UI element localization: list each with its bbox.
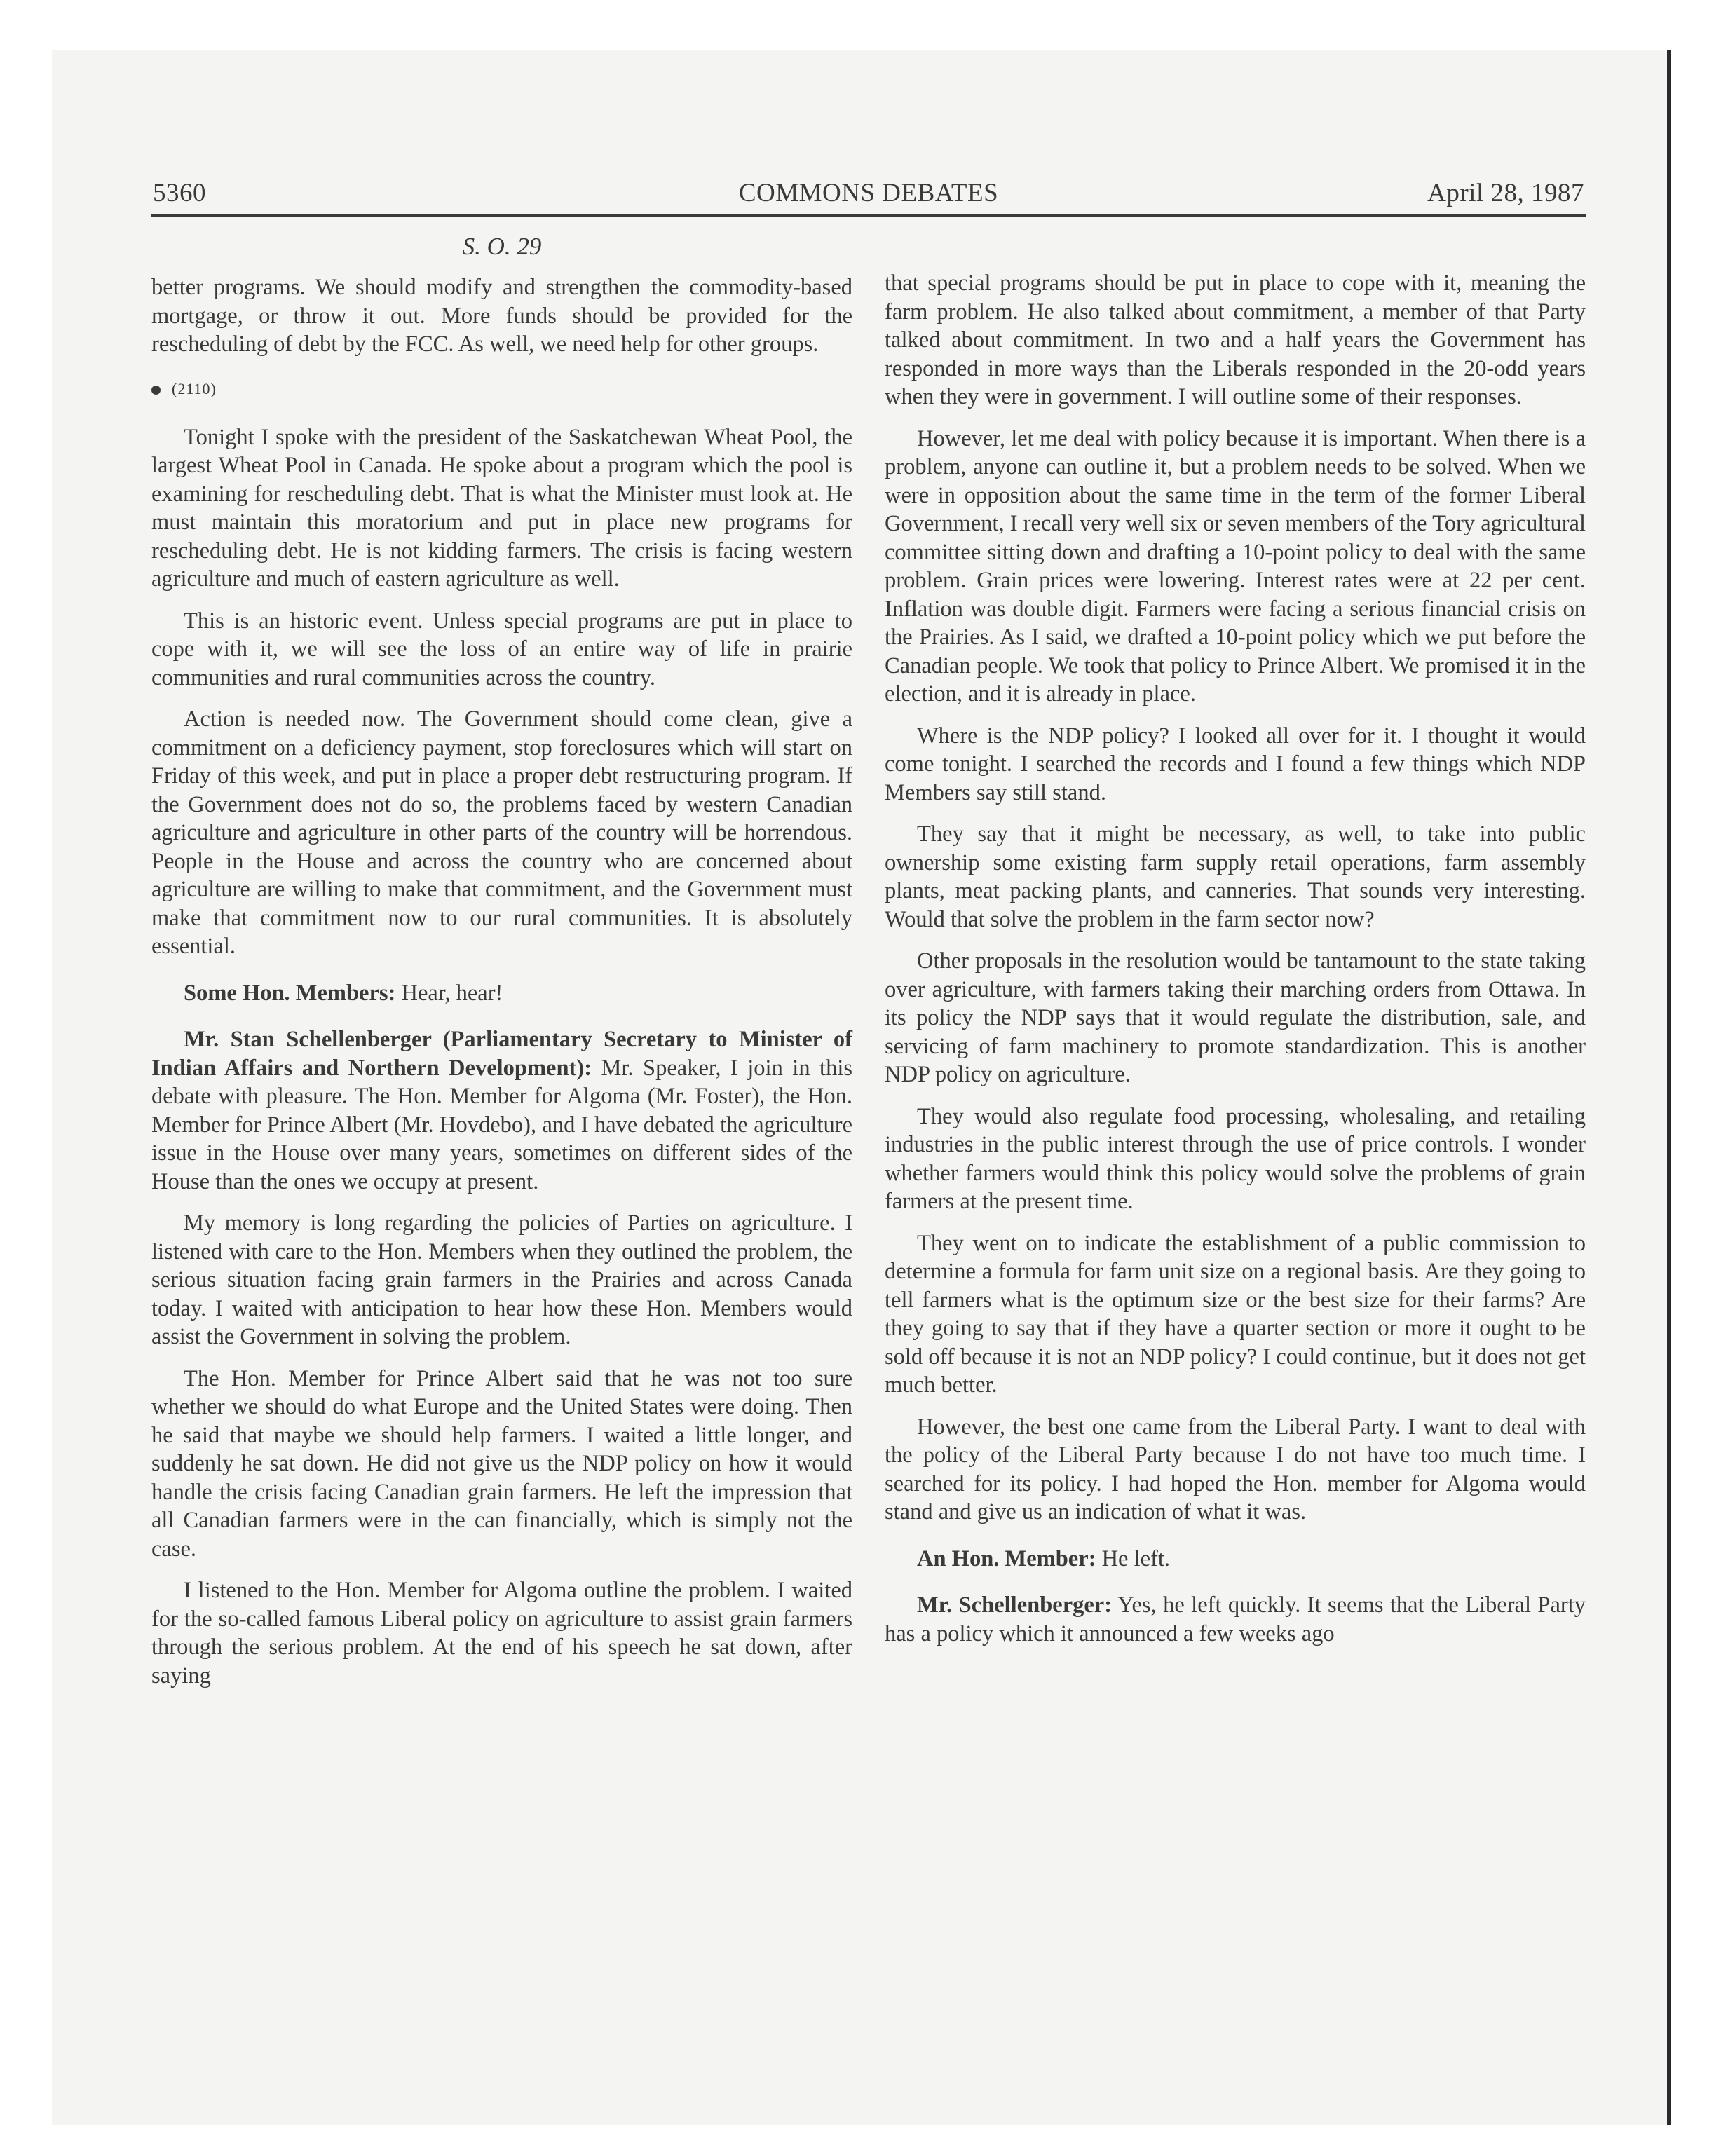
paragraph: better programs. We should modify and strengthen the commodity-based mortgage, or throw it out. More funds should be provided for the rescheduling of debt by the FCC. As well, we need help for other groups. <box>151 275 852 357</box>
paragraph: Other proposals in the resolution would be tantamount to the state taking over agriculture, with farmers taking their marching orders from Ottawa. In its policy the NDP says that it would regulate the distribution, sale, and servicing of farm machinery to promote standardization. This is another NDP policy on agriculture. <box>885 948 1586 1087</box>
paragraph: They say that it might be necessary, as well, to take into public ownership some existing farm supply retail operations, farm assembly plants, meat packing plants, and canneries. That sounds very interesting. Would that solve the problem in the farm sector now? <box>885 821 1586 932</box>
paragraph: However, the best one came from the Liberal Party. I want to deal with the policy of the Liberal Party because I do not have too much time. I searched for its policy. I had hoped the Hon. member for Algoma would stand and give us an indication of what it was. <box>885 1414 1586 1524</box>
interjection <box>151 979 852 1008</box>
time-marker <box>151 378 852 400</box>
speaker-name: Some Hon. Members: <box>184 980 396 1006</box>
paragraph: They would also regulate food processing, wholesaling, and retailing industries in the public interest through the use of price controls. I wonder whether farmers would think this policy would solve the problems of grain farmers at the present time. <box>885 1103 1586 1214</box>
paragraph: However, let me deal with policy because it is important. When there is a problem, anyone can outline it, but a problem needs to be solved. When we were in opposition about the same time in the term of the former Liberal Government, I recall very well six or seven members of the Tory agricultural committee sitting down and drafting a 10-point policy to deal with the same problem. Grain prices were lowering. Interest rates were at 22 per cent. Inflation was double digit. Farmers were facing a serious financial crisis on the Prairies. As I said, we drafted a 10-point policy which we put before the Canadian people. We took that policy to Prince Albert. We promised it in the election, and it is already in place. <box>885 425 1586 707</box>
running-header <box>151 175 1586 217</box>
page-date: April 28, 1987 <box>1427 179 1584 207</box>
document-page <box>151 175 1586 2068</box>
interjection-text: He left. <box>1096 1546 1171 1571</box>
paragraph: They went on to indicate the establishment of a public commission to determine a formula for farm unit size on a regional basis. Are they going to tell farmers what is the optimum size or the best size for their farms? Are they going to say that if they have a quarter section or more it ought to be sold off because it is not an NDP policy? I could continue, but it does not get much better. <box>885 1230 1586 1398</box>
paragraph: Tonight I spoke with the president of the Saskatchewan Wheat Pool, the largest Wheat Pool in Canada. He spoke about a program which the pool is examining for rescheduling debt. That is what the Minister must look at. He must maintain this moratorium and put in place new programs for rescheduling debt. He is not kidding farmers. The crisis is facing western agriculture and much of eastern agriculture as well. <box>151 424 852 592</box>
paragraph: I listened to the Hon. Member for Algoma outline the problem. I waited for the so-called famous Liberal policy on agriculture to assist grain farmers through the serious problem. At the end of his speech he sat down, after saying <box>151 1578 852 1688</box>
speech-text: Mr. Speaker, I join in this debate with pleasure. The Hon. Member for Algoma (Mr. Foster), the Hon. Member for Prince Albert (Mr. Hovdebo), and I have debated the agriculture issue in the House over many years, sometimes on different sides of the House than the ones we occupy at present. <box>151 1055 852 1194</box>
time-marker-text: (2110) <box>172 379 217 397</box>
speech-text: Yes, he left quickly. It seems that the Liberal Party has a policy which it announced a few weeks ago <box>885 1592 1586 1646</box>
speech-reply <box>885 1591 1586 1648</box>
page-number: 5360 <box>153 179 206 207</box>
paragraph: Action is needed now. The Government should come clean, give a commitment on a deficiency payment, stop foreclosures which will start on Friday of this week, and put in place a proper debt restructuring program. If the Government does not do so, the problems faced by western Canadian agriculture and agriculture in other parts of the country will be horrendous. People in the House and across the country who are concerned about agriculture are willing to make that commitment, and the Government must make that commitment now to our rural communities. It is absolutely essential. <box>151 707 852 959</box>
paragraph: that special programs should be put in place to cope with it, meaning the farm problem. He also talked about commitment, a member of that Party talked about commitment. In two and a half years the Government has responded in more ways than the Liberals responded in the 20-odd years when they were in government. I will outline some of their responses. <box>885 271 1586 409</box>
paragraph: My memory is long regarding the policies of Parties on agriculture. I listened with care to the Hon. Members when they outlined the problem, the serious situation facing grain farmers in the Prairies and across Canada today. I waited with anticipation to hear how these Hon. Members would assist the Government in solving the problem. <box>151 1210 852 1349</box>
journal-title: COMMONS DEBATES <box>738 179 999 207</box>
interjection-text: Hear, hear! <box>395 980 503 1006</box>
paragraph: This is an historic event. Unless special programs are put in place to cope with it, we will see the loss of an entire way of life in prairie communities and rural communities across the country. <box>151 608 852 690</box>
speaker-name: An Hon. Member: <box>917 1546 1096 1571</box>
section-reference: S. O. 29 <box>462 233 542 260</box>
speech-opening <box>151 1025 852 1196</box>
paragraph: Where is the NDP policy? I looked all over for it. I thought it would come tonight. I searched the records and I found a few things which NDP Members say still stand. <box>885 723 1586 805</box>
speaker-name: Mr. Stan Schellenberger (Parliamentary Secretary to Minister of Indian Affairs and Northern Development): <box>151 1027 852 1081</box>
scan-edge-line <box>1667 50 1671 2125</box>
speaker-name: Mr. Schellenberger: <box>917 1592 1113 1618</box>
paragraph: The Hon. Member for Prince Albert said that he was not too sure whether we should do what Europe and the United States were doing. Then he said that maybe we should help farmers. I waited a little longer, and suddenly he sat down. He did not give us the NDP policy on how it would handle the crisis facing Canadian grain farmers. He left the impression that all Canadian farmers were in the can financially, which is simply not the case. <box>151 1365 852 1562</box>
right-column <box>885 269 1586 1661</box>
interjection <box>885 1545 1586 1574</box>
bullet-dot-icon <box>151 386 161 395</box>
left-column <box>151 273 852 1703</box>
